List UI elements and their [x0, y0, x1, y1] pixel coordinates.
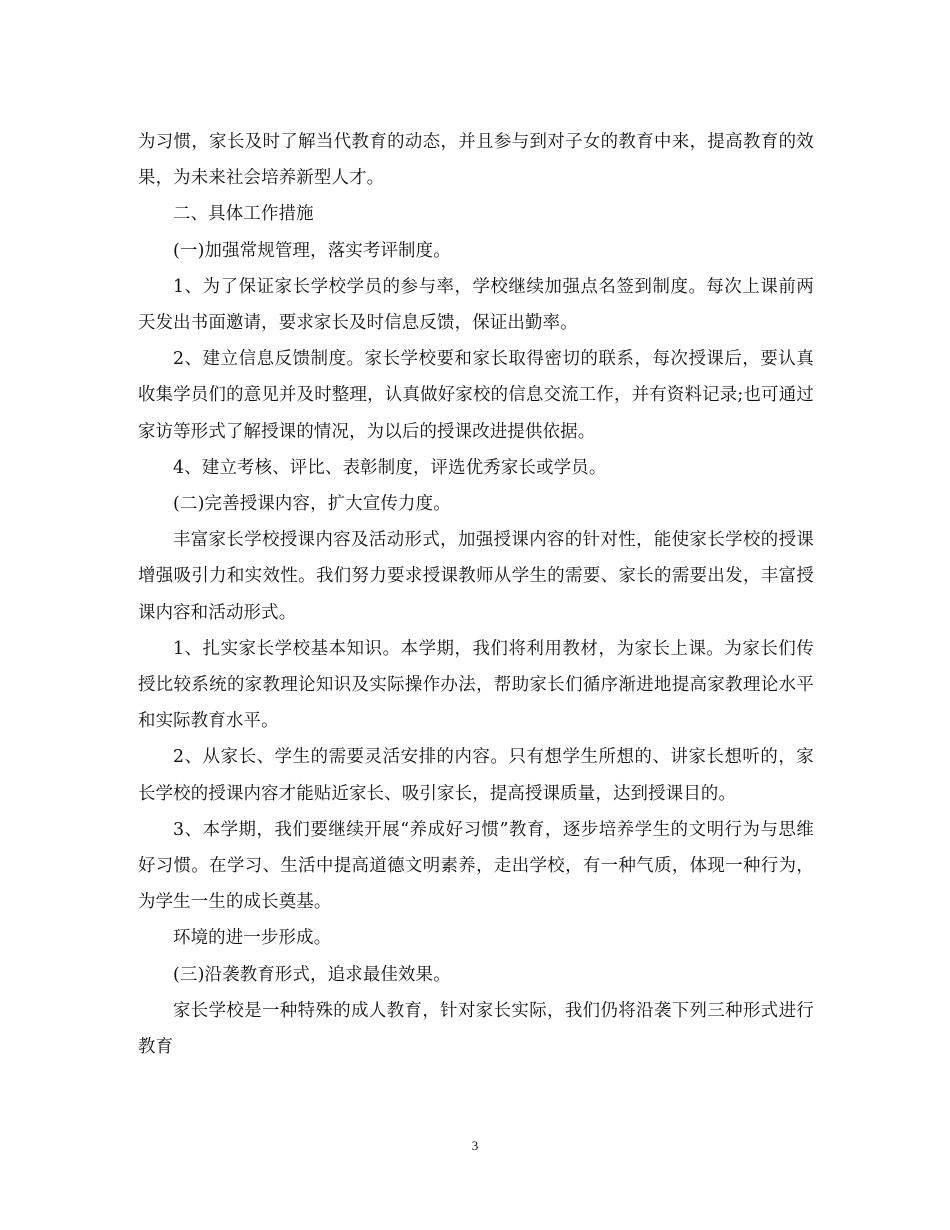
paragraph-environment: 环境的进一步形成。 [173, 928, 332, 949]
subsection-heading-3: (三)沿袭教育形式，追求最佳效果。 [173, 964, 451, 985]
subsection-heading-2: (二)完善授课内容，扩大宣传力度。 [173, 494, 451, 515]
paragraph-forms: 家长学校是一种特殊的成人教育，针对家长实际，我们仍将沿袭下列三种形式进行教育 [138, 1000, 814, 1058]
paragraph-knowledge: 1、扎实家长学校基本知识。本学期，我们将利用教材，为家长上课。为家长们传授比较系统的家教理论知识及实际操作办法，帮助家长们循序渐进地提高家教理论水平和实际教育水平。 [138, 638, 814, 732]
subsection-heading-1: (一)加强常规管理，落实考评制度。 [173, 240, 451, 261]
paragraph-habits: 3、本学期，我们要继续开展“养成好习惯”教育，逐步培养学生的文明行为与思维好习惯。在学习、生活中提高道德文明素养，走出学校，有一种气质，体现一种行为，为学生一生的成长奠基。 [138, 819, 814, 913]
paragraph-needs: 2、从家长、学生的需要灵活安排的内容。只有想学生所想的、讲家长想听的，家长学校的授课内容才能贴近家长、吸引家长，提高授课质量，达到授课目的。 [138, 747, 814, 804]
paragraph-continuation: 为习惯，家长及时了解当代教育的动态，并且参与到对子女的教育中来，提高教育的效果，为未来社会培养新型人才。 [138, 132, 814, 189]
paragraph-attendance: 1、为了保证家长学校学员的参与率，学校继续加强点名签到制度。每次上课前两天发出书面邀请，要求家长及时信息反馈，保证出勤率。 [138, 276, 814, 334]
paragraph-evaluation: 4、建立考核、评比、表彰制度，评选优秀家长或学员。 [173, 457, 607, 478]
paragraph-feedback: 2、建立信息反馈制度。家长学校要和家长取得密切的联系，每次授课后，要认真收集学员们的意见并及时整理，认真做好家校的信息交流工作，并有资料记录;也可通过家访等形式了解授课的情况，为以后的授课改进提供依据。 [138, 349, 814, 442]
section-heading-measures: 二、具体工作措施 [173, 204, 314, 225]
document-body [138, 124, 814, 1065]
page-number: 3 [471, 1138, 479, 1153]
paragraph-content: 丰富家长学校授课内容及活动形式，加强授课内容的针对性，能使家长学校的授课增强吸引力和实效性。我们努力要求授课教师从学生的需要、家长的需要出发，丰富授课内容和活动形式。 [138, 530, 814, 623]
